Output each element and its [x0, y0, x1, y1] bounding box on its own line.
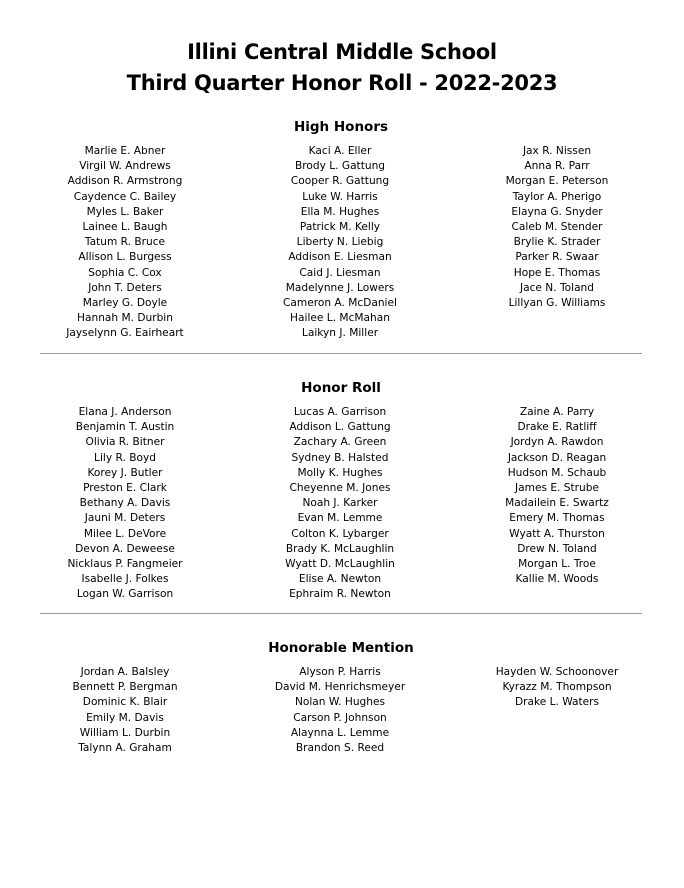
section-divider	[40, 613, 642, 614]
name-column-1	[25, 665, 225, 756]
student-name: Evan M. Lemme	[297, 512, 383, 525]
student-name: Liberty N. Liebig	[296, 236, 384, 249]
name-columns	[40, 665, 642, 865]
student-name: Lucas A. Garrison	[293, 406, 387, 418]
section-honorable-mention	[40, 640, 642, 865]
student-name: Bennett P. Bergman	[72, 681, 178, 694]
student-name: Kyrazz M. Thompson	[502, 681, 612, 694]
student-name: Drew N. Toland	[517, 542, 597, 555]
honor-roll-title: Third Quarter Honor Roll - 2022-2023	[126, 71, 558, 95]
student-name: Elayna G. Snyder	[511, 205, 603, 218]
name-column-3	[457, 144, 657, 311]
student-name: Colton K. Lybarger	[291, 527, 389, 540]
student-name: Sydney B. Halsted	[291, 451, 389, 464]
student-name: Brady K. McLaughlin	[285, 542, 395, 555]
name-columns	[40, 405, 642, 605]
student-name: William L. Durbin	[79, 726, 171, 739]
student-name: Madelynne J. Lowers	[285, 281, 395, 294]
student-name: Addison E. Liesman	[288, 251, 392, 264]
student-name: Luke W. Harris	[302, 190, 378, 203]
student-name: Ephraim R. Newton	[289, 588, 391, 601]
student-name: Parker R. Swaar	[515, 251, 599, 264]
student-name: Madailein E. Swartz	[505, 497, 609, 510]
student-name: Lillyan G. Williams	[508, 296, 606, 309]
student-name: Emery M. Thomas	[509, 512, 605, 525]
student-name: Preston E. Clark	[83, 481, 167, 494]
student-name: Alaynna L. Lemme	[290, 726, 390, 739]
student-name: Caleb M. Stender	[511, 220, 603, 233]
section-high-honors	[40, 119, 642, 344]
student-name: Brody L. Gattung	[294, 160, 386, 173]
section-honor-roll	[40, 380, 642, 605]
student-name: Addison R. Armstrong	[67, 175, 183, 188]
name-column-2	[240, 405, 440, 602]
student-name: Anna R. Parr	[524, 160, 590, 173]
student-name: Jauni M. Deters	[84, 512, 166, 525]
student-name: Cameron A. McDaniel	[283, 296, 397, 309]
student-name: David M. Henrichsmeyer	[274, 681, 406, 694]
student-name: John T. Deters	[88, 281, 162, 294]
student-name: Jordyn A. Rawdon	[510, 436, 604, 449]
student-name: Olivia R. Bitner	[85, 436, 165, 449]
student-name: Virgil W. Andrews	[79, 160, 171, 173]
student-name: Caid J. Liesman	[299, 266, 381, 279]
section-heading-honor-roll: Honor Roll	[301, 380, 381, 396]
student-name: Kaci A. Eller	[308, 145, 372, 157]
student-name: Jayselynn G. Eairheart	[66, 327, 184, 340]
student-name: Tatum R. Bruce	[84, 236, 166, 249]
section-heading-high-honors: High Honors	[293, 119, 389, 135]
student-name: Wyatt D. McLaughlin	[285, 557, 395, 570]
name-column-1	[25, 405, 225, 602]
student-name: Brylie K. Strader	[513, 236, 601, 249]
student-name: Hannah M. Durbin	[77, 312, 173, 325]
student-name: James E. Strube	[515, 481, 599, 494]
student-name: Zaine A. Parry	[519, 406, 595, 418]
name-column-1	[25, 144, 225, 341]
student-name: Caydence C. Bailey	[73, 190, 177, 203]
document-title	[0, 37, 684, 99]
student-name: Jordan A. Balsley	[80, 666, 170, 678]
student-name: Alyson P. Harris	[299, 666, 381, 678]
student-name: Isabelle J. Folkes	[81, 573, 169, 586]
student-name: Morgan L. Troe	[518, 557, 596, 570]
student-name: Marley G. Doyle	[82, 296, 168, 309]
student-name: Marlie E. Abner	[84, 145, 166, 157]
student-name: Jace N. Toland	[519, 281, 594, 294]
student-name: Cooper R. Gattung	[290, 175, 390, 188]
student-name: Allison L. Burgess	[78, 251, 172, 264]
student-name: Taylor A. Pherigo	[512, 190, 602, 203]
section-heading-honorable-mention: Honorable Mention	[268, 640, 414, 656]
student-name: Ella M. Hughes	[300, 205, 380, 218]
student-name: Morgan E. Peterson	[505, 175, 609, 188]
student-name: Hope E. Thomas	[513, 266, 601, 279]
name-columns	[40, 144, 642, 344]
student-name: Nolan W. Hughes	[294, 696, 386, 709]
student-name: Zachary A. Green	[293, 436, 387, 449]
student-name: Drake L. Waters	[514, 696, 600, 709]
student-name: Jax R. Nissen	[522, 145, 592, 157]
student-name: Milee L. DeVore	[83, 527, 167, 540]
name-column-2	[240, 144, 440, 341]
student-name: Brandon S. Reed	[295, 741, 385, 754]
student-name: Cheyenne M. Jones	[289, 481, 391, 494]
student-name: Kallie M. Woods	[515, 573, 599, 586]
student-name: Addison L. Gattung	[289, 421, 391, 434]
student-name: Benjamin T. Austin	[75, 421, 175, 434]
student-name: Myles L. Baker	[86, 205, 164, 218]
student-name: Drake E. Ratliff	[517, 421, 597, 434]
student-name: Hailee L. McMahan	[290, 312, 390, 325]
name-column-3	[457, 405, 657, 587]
student-name: Patrick M. Kelly	[299, 220, 381, 233]
student-name: Lily R. Boyd	[94, 451, 156, 464]
student-name: Logan W. Garrison	[76, 588, 174, 601]
student-name: Laikyn J. Miller	[301, 327, 379, 340]
student-name: Devon A. Deweese	[75, 542, 175, 555]
student-name: Jackson D. Reagan	[507, 451, 607, 464]
student-name: Elana J. Anderson	[78, 406, 172, 418]
section-divider	[40, 353, 642, 354]
student-name: Carson P. Johnson	[293, 711, 387, 724]
student-name: Sophia C. Cox	[88, 266, 162, 279]
student-name: Hayden W. Schoonover	[495, 666, 619, 678]
student-name: Dominic K. Blair	[82, 696, 168, 709]
student-name: Bethany A. Davis	[79, 497, 171, 510]
student-name: Korey J. Butler	[87, 466, 163, 479]
student-name: Nicklaus P. Fangmeier	[67, 557, 183, 570]
student-name: Hudson M. Schaub	[507, 466, 607, 479]
student-name: Wyatt A. Thurston	[509, 527, 605, 540]
name-column-2	[240, 665, 440, 756]
student-name: Lainee L. Baugh	[82, 220, 168, 233]
student-name: Noah J. Karker	[302, 497, 378, 510]
school-name-title: Illini Central Middle School	[187, 40, 497, 64]
name-column-3	[457, 665, 657, 711]
student-name: Emily M. Davis	[86, 711, 164, 724]
student-name: Talynn A. Graham	[78, 741, 172, 754]
student-name: Molly K. Hughes	[297, 466, 383, 479]
student-name: Elise A. Newton	[298, 573, 382, 586]
